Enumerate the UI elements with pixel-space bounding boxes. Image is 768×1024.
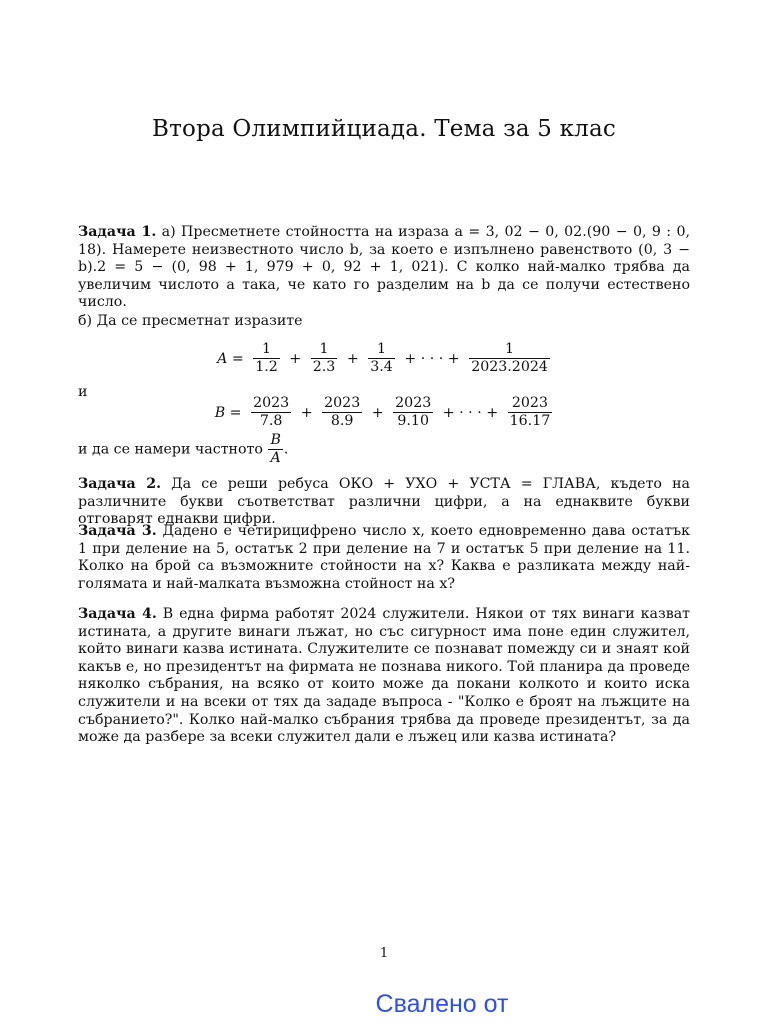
equation-a: A = $\frac{1}{1.2}$ + $\frac{1}{2.3}$ + $\frac{1}{3.4}$ + · · · + $\frac{1}{2023.2024}$ (217, 341, 548, 375)
problem-4 (78, 606, 690, 747)
problem-3 (78, 523, 690, 593)
problem-1-part-a (78, 224, 690, 312)
problem-1-part-a-text: а) Пресметнете стойността на израза a = 3, 02 − 0, 02.(90 − 0, 9 : 0, 18). Намерете неизвестното число b, за което е изпълнено равенството (0, 3 − b).2 = 5 − (0, 98 + 1, 979 + 0, 92 + 1, 021). С колко най-малко трябва да увеличим числото a така, че като го разделим на b да се получи естествено число. (78, 224, 690, 311)
equation-a-lhs: A = (217, 350, 244, 367)
fraction: $\frac{2023}{16.17}$ (509, 395, 551, 429)
conjunction-text: и (78, 384, 88, 400)
fraction: $\frac{1}{2.3}$ (312, 341, 336, 375)
download-source-link[interactable]: Свалено от (375, 990, 509, 1018)
problem-2 (78, 476, 690, 529)
quotient-text: и да се намери частното (78, 441, 263, 458)
quotient-line: и да се намери частното $\frac{B}{A}$ . (78, 432, 289, 466)
problem-2-text: Да се реши ребуса ОКО + УХО + УСТА = ГЛАВА, където на различните букви съответстват различни цифри, а на еднаквите букви отговарят еднакви цифри. (78, 476, 690, 528)
problem-3-label: Задача 3. (78, 523, 157, 539)
problem-2-label: Задача 2. (78, 476, 162, 492)
equation-b: B = $\frac{2023}{7.8}$ + $\frac{2023}{8.9}$ + $\frac{2023}{9.10}$ + · · · + $\frac{2023}{16.17}$ (214, 395, 551, 429)
problem-4-label: Задача 4. (78, 606, 157, 622)
problem-4-text: В една фирма работят 2024 служители. Някои от тях винаги казват истината, а другите винаги лъжат, но със сигурност има поне един служител, който винаги казва истината. Служителите се познават помежду си и знаят кой какъв е, но президентът на фирмата не познава никого. Той планира да проведе няколко събрания, на всяко от които може да покани колкото и които иска служители и на всеки от тях да зададе въпроса - "Колко е броят на лъжците на събранието?". Колко най-малко събрания трябва да проведе президентът, за да може да разбере за всеки служител дали е лъжец или казва истината? (78, 606, 691, 746)
problem-3-text: Дадено е четирицифрено число x, което едновременно дава остатък 1 при деление на 5, остатък 2 при деление на 7 и остатък 5 при деление на 11. Колко на брой са възможните стойности на x? Каква е разликата между най-голямата и най-малката възможна стойност на x? (78, 523, 690, 592)
problem-1-part-b-text: б) Да се пресметнат изразите (78, 313, 303, 329)
equation-b-lhs: B = (214, 404, 242, 421)
problem-1-label: Задача 1. (78, 224, 157, 240)
fraction: $\frac{2023}{8.9}$ (324, 395, 361, 429)
fraction: $\frac{1}{2023.2024}$ (471, 341, 548, 375)
page-number: 1 (379, 946, 389, 961)
quotient-fraction: $\frac{B}{A}$ (270, 432, 281, 466)
page-title: Втора Олимпийциада. Тема за 5 клас (152, 116, 616, 142)
fraction: $\frac{2023}{7.8}$ (253, 395, 290, 429)
fraction: $\frac{1}{3.4}$ (370, 341, 393, 375)
fraction: $\frac{2023}{9.10}$ (395, 395, 432, 429)
fraction: $\frac{1}{1.2}$ (255, 341, 278, 375)
